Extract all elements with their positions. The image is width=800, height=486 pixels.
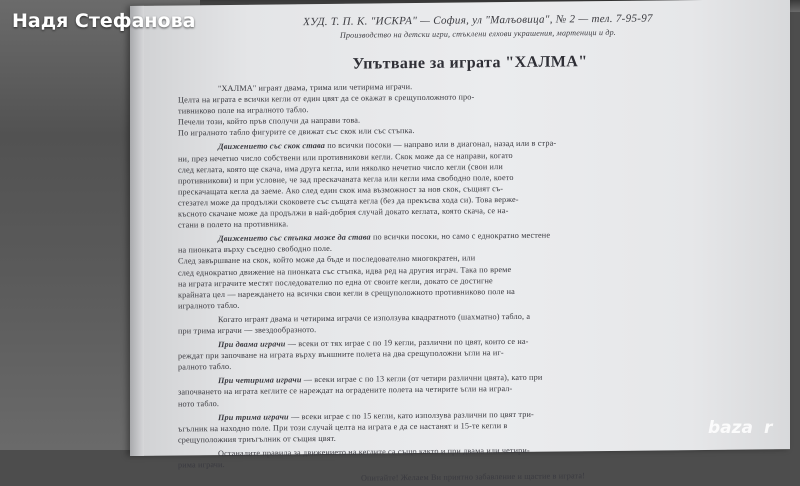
line-text: крайната цел — нареждането на всички свои кегли в срещуположното противниково поле на (178, 286, 515, 300)
line-text: стезател може да продължи скоковете със същата кегла (без да прекъсва хода си). Това верже- (178, 194, 519, 208)
document-title: Упътване за играта "ХАЛМА" (352, 53, 588, 73)
line-text: започването на играта кеглите се нареждат на оградените полета на четирите ъгли на играл- (178, 384, 513, 397)
line-text: ъгълник на находно поле. При този случай целта на играта е да се настанят и 15-те кегли в (178, 420, 508, 434)
line-text: Печели този, който пръв сполучи да направи това. (178, 115, 361, 127)
paragraph-lead: При трима играчи (218, 411, 289, 422)
paragraph-lead: При двама играчи (218, 339, 286, 350)
line-text: ни, през нечетно число собствени или противникови кегли. Скок може да се направи, когато (178, 150, 513, 164)
line-text: Останалите правила за движението на кеглите са също както и при двама или четири- (218, 445, 530, 458)
line-text: — всеки играе с по 15 кегли, като използува различни по цвят три- (290, 409, 534, 421)
line-text: тивниково поле на игралното табло. (178, 105, 309, 116)
line-text: рима играчи. (178, 460, 225, 470)
line-text: — всеки играе с по 13 кегли (от четири различни цвята), като при (303, 373, 543, 385)
line-text: по всички посоки — направо или в диагонал, назад или в стра- (327, 139, 557, 151)
paragraph (178, 406, 768, 445)
seller-watermark: Надя Стефанова (12, 10, 196, 32)
line-text: Целта на играта е всички кегли от един цвят да се окажат в срещуположното про- (178, 92, 475, 105)
svg-text:baza: baza (708, 418, 754, 438)
line-text: противникови) и при условие, че зад прескачаната кегла или кегли има свободно поле, което (178, 172, 514, 186)
paragraph (178, 308, 768, 336)
line-text: срещуположния триъгълник от същия цвят. (178, 433, 336, 445)
line-text: прескачащата кегла да заеме. Ако след един скок има възможност за нов скок, същият съ- (178, 183, 504, 197)
paragraph (178, 333, 768, 372)
line-text: късното скачане може да продължи в най-добрия случай докато кеглата, която скача, се на- (178, 206, 509, 219)
production-line: Производство на детски игри, стъклени елхови украшения, мартеници и др. (339, 27, 617, 40)
instruction-sheet (130, 0, 790, 483)
line-text: след еднократно движение на пионката със стъпка, идва ред на другия играч. Така по време (178, 264, 512, 277)
line-text: Когато играят двама и четирима играчи се използува квадратното (шахматно) табло, а (218, 311, 531, 324)
line-text: реждат при започване на играта върху външните полета на два срещуположни ъгли на иг- (178, 348, 504, 361)
paragraph-lead: Движението със скок става (218, 141, 325, 152)
line-text: стани в полето на противника. (178, 219, 289, 230)
line-text: "ХАЛМА" играят двама, трима или четирима играчи. (218, 82, 413, 94)
instructions-body (178, 77, 768, 485)
line-text: ното табло. (178, 398, 220, 409)
line-text: По игралното табло фигурите се движат със скок или със стъпка. (178, 126, 415, 138)
paragraph-lead: Движението със стъпка може да става (218, 232, 371, 244)
publisher-header (208, 12, 748, 42)
line-text: След завършване на скок, който може да бъде и последователно многократен, или (178, 253, 476, 266)
line-text: игралното табло. (178, 300, 240, 311)
publisher-line: ХУД. Т. П. К. "ИСКРА" — София, ул "Малъовица", № 2 — тел. 7-95-97 (303, 12, 653, 29)
paragraph (178, 136, 768, 231)
line-text: при трима играчи — звездообразното. (178, 325, 317, 336)
line-text: — всеки от тях играе с по 19 кегли, различни по цвят, които се на- (287, 336, 529, 349)
paragraph (178, 228, 768, 312)
line-text: на играта играчите местят последователно по една от своите кегли, докато се достигне (178, 275, 493, 289)
paragraph (178, 442, 768, 470)
paragraph (178, 77, 768, 139)
paper-edge (130, 6, 144, 456)
line-text: по всички посоки, но само с еднократно местене (372, 230, 551, 242)
svg-text:r: r (764, 418, 773, 438)
line-text: на пионката върху съседно свободно поле. (178, 244, 333, 255)
line-text: ралното табло. (178, 362, 232, 372)
bazar-logo (706, 416, 792, 438)
closing-line: Опитайте! Желаем Ви приятно забавление и щастие в играта! (360, 471, 586, 483)
paragraph-lead: При четирима играчи (218, 375, 302, 386)
paragraph (178, 370, 768, 409)
line-text: след кеглата, която ще скача, има друга кегла, или няколко нечетно число кегли (свои или (178, 161, 503, 175)
